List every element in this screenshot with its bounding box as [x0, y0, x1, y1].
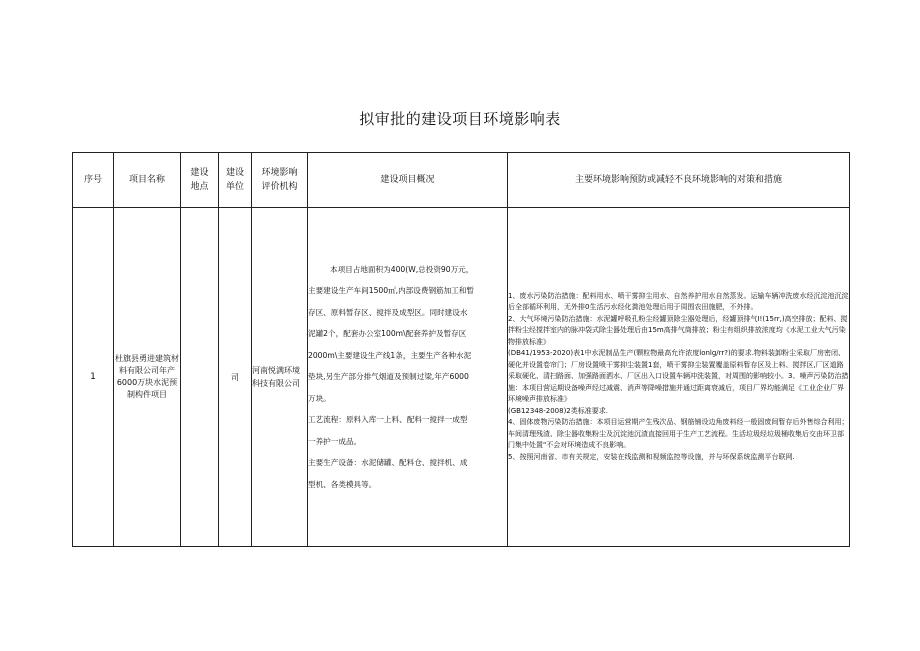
header-org-line2: 评价机构 [261, 182, 298, 192]
header-org-line1: 环境影响 [261, 168, 298, 178]
measure-paragraph: 5、按照河南省、市有关规定，安装在线监测和视频监控等设施，并与环保系统监测平台联网. [508, 452, 795, 461]
row-org: 河南悦满环境科技有限公司 [252, 208, 308, 547]
document-title: 拟审批的建设项目环境影响表 [359, 110, 561, 128]
row-measures [508, 208, 850, 547]
measure-paragraph: 4、固体废物污染防治措施：本项目运营期产生残次品、钢筋铺设边角废料经一般固废间暂存后外售综合利用；车间清理残渣、除尘器收集粉尘及沉淀池沉渣直接回用于生产工艺流程。生活垃圾经垃圾桶收集后交由环卫部门集中处置"不会对环境造成不良影响。 [508, 418, 849, 450]
header-name: 项目名称 [114, 153, 181, 208]
header-unit-line2: 单位 [225, 182, 244, 192]
summary-line: 本项目占地面积为400(W,总投资90万元， [330, 264, 474, 274]
measure-paragraph: 1、废水污染防治措施：配料用水、喷干雾抑尘用水、自然养护用水自然蒸发。运输车辆冲洗废水经沉淀池沉淀后全部循环利用，无外排0生活污水经化粪池处理后用于周围农田施肥，不外排。 [508, 291, 849, 312]
measure-paragraph: (DB41/1953-2020)表1中水泥制品生产(颗粒物最高允许浓度lonlg/rr?)的要求.物料装卸粉尘采取厂房密闭、硬化并设置卷帘门；厂房设置喷干雾抑尘装置1套，喷干雾抑尘装置覆盖原料暂存区及上料、搅拌区,厂区道路采取硬化、清扫路面、加强路面洒水、厂区出入口设置车辆冲洗装置，对周围的影响较小。3、噪声污染防治措施：本项目营运期设备噪声经过减震、消声等降噪措施并通过距离衰减后，项目厂界均能满足《工业企业厂界环境噪声排放标准》 [508, 349, 849, 404]
summary-line: 万块。 [308, 393, 331, 403]
summary-line: 主要生产设备：水泥储罐、配料仓、搅拌机、成 [308, 458, 468, 468]
row-unit: 司 [219, 208, 252, 547]
row-project-name: 杜旗县勇进建筑材料有限公司年产6000万块水泥预制构件项目 [114, 208, 181, 547]
header-location-line2: 地点 [190, 182, 209, 192]
row-location [181, 208, 219, 547]
header-measures: 主要环境影响预防或减轻不良环境影响的对策和措施 [508, 153, 850, 208]
header-unit-line1: 建设 [225, 168, 244, 178]
header-location-line1: 建设 [190, 168, 209, 178]
measure-paragraph: (GB12348-2008)2类标准要求. [508, 406, 608, 415]
row-summary [308, 208, 508, 547]
summary-line: 垫块,另生产部分排气烟道及预制过梁,年产6000 [308, 372, 469, 382]
summary-line: 2000m\主要建设生产线1条，主要生产各种水泥 [308, 350, 472, 360]
header-no: 序号 [73, 153, 114, 208]
header-location [181, 153, 219, 208]
summary-line: 一养护一成品。 [308, 436, 362, 446]
summary-line: 主要建设生产车间1500㎡,内部设费钢筋加工和暂 [308, 286, 475, 296]
summary-line: 工艺流程：原料入库一上料、配料一搅拌一成型 [308, 415, 468, 425]
table-header-row [73, 153, 850, 208]
summary-line: 泥罐2个，配套办公室100m\配套养护及暂存区 [308, 329, 467, 339]
header-summary: 建设项目概况 [308, 153, 508, 208]
measure-paragraph: 2、大气环境污染防治措施：水泥罐呼吸孔粉尘经罐顶除尘器处理后，经罐顶排气Ⅰ!(15rr,)高空排放；配料、搅拌粉尘经搅拌室内的脉冲袋式除尘器处理后由15m高排气筒排放；粉尘有组织排放浓度均《水泥工业大气污染物排放标准》 [508, 314, 848, 346]
summary-line: 存区、原料暂存区、搅拌及成型区。同时建设水 [308, 307, 468, 317]
row-no: 1 [73, 208, 114, 547]
summary-line: 型机、各类模具等。 [308, 479, 377, 489]
table-row [73, 208, 850, 547]
header-org [252, 153, 308, 208]
project-table [72, 152, 850, 547]
header-unit [219, 153, 252, 208]
